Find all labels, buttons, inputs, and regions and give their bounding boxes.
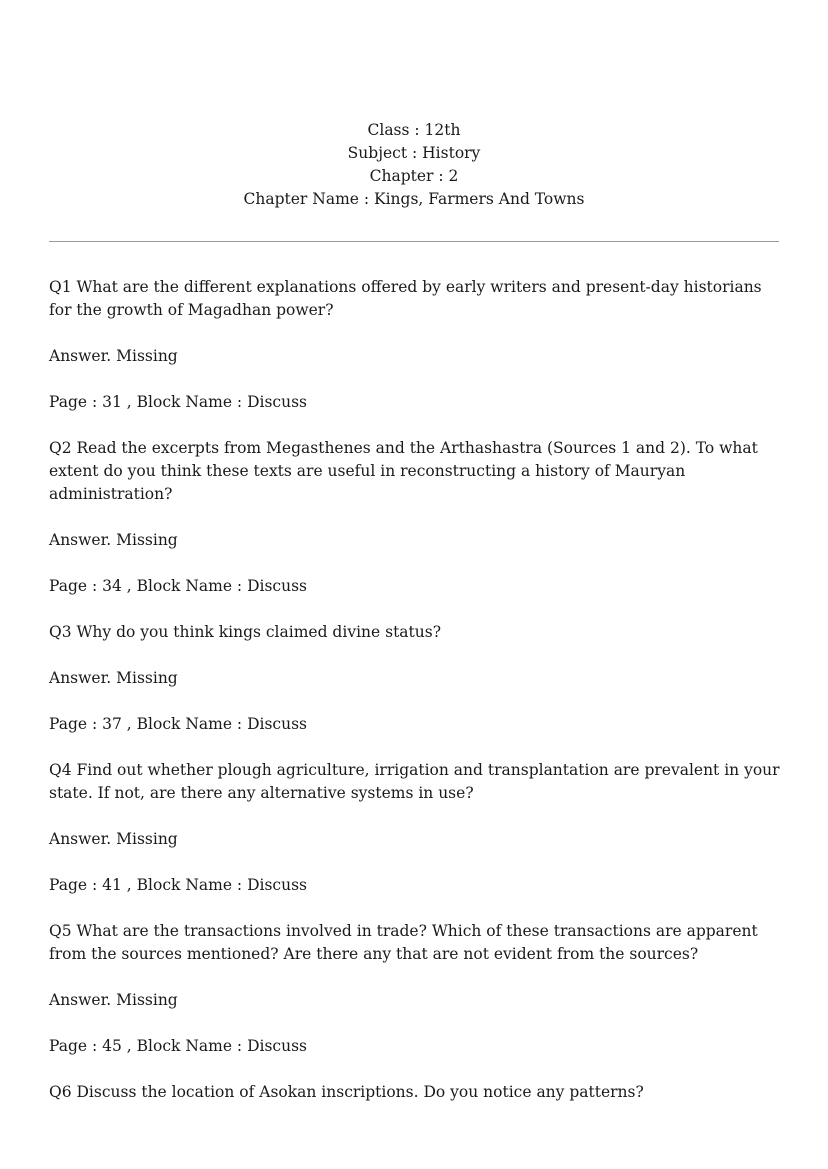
chapter-name-line: Chapter Name : Kings, Farmers And Towns bbox=[243, 190, 585, 208]
header-divider bbox=[49, 241, 779, 242]
questions-list bbox=[49, 276, 784, 1127]
chapter-line: Chapter : 2 bbox=[369, 167, 459, 185]
answer-text-4: Answer. Missing bbox=[49, 830, 178, 848]
answer-text-1: Answer. Missing bbox=[49, 347, 178, 365]
page-info-3: Page : 37 , Block Name : Discuss bbox=[49, 715, 307, 733]
question-text-1: Q1 What are the different explanations offered by early writers and present-day historians for the growth of Magadhan power? bbox=[49, 278, 762, 319]
answer-text-2: Answer. Missing bbox=[49, 531, 178, 549]
question-text-4: Q4 Find out whether plough agriculture, irrigation and transplantation are prevalent in your state. If not, are there any alternative systems in use? bbox=[49, 761, 780, 802]
page-info-4: Page : 41 , Block Name : Discuss bbox=[49, 876, 307, 894]
question-text-5: Q5 What are the transactions involved in trade? Which of these transactions are apparent from the sources mentioned? Are there any that are not evident from the sources? bbox=[49, 922, 758, 963]
page-info-5: Page : 45 , Block Name : Discuss bbox=[49, 1037, 307, 1055]
answer-text-5: Answer. Missing bbox=[49, 991, 178, 1009]
question-text-2: Q2 Read the excerpts from Megasthenes and the Arthashastra (Sources 1 and 2). To what extent do you think these texts are useful in reconstructing a history of Mauryan administration? bbox=[49, 439, 758, 503]
subject-line: Subject : History bbox=[347, 144, 481, 162]
question-text-6: Q6 Discuss the location of Asokan inscriptions. Do you notice any patterns? bbox=[49, 1083, 644, 1101]
page-info-1: Page : 31 , Block Name : Discuss bbox=[49, 393, 307, 411]
document-header bbox=[0, 119, 828, 211]
class-line: Class : 12th bbox=[367, 121, 461, 139]
page-info-2: Page : 34 , Block Name : Discuss bbox=[49, 577, 307, 595]
answer-text-3: Answer. Missing bbox=[49, 669, 178, 687]
question-text-3: Q3 Why do you think kings claimed divine status? bbox=[49, 623, 442, 641]
